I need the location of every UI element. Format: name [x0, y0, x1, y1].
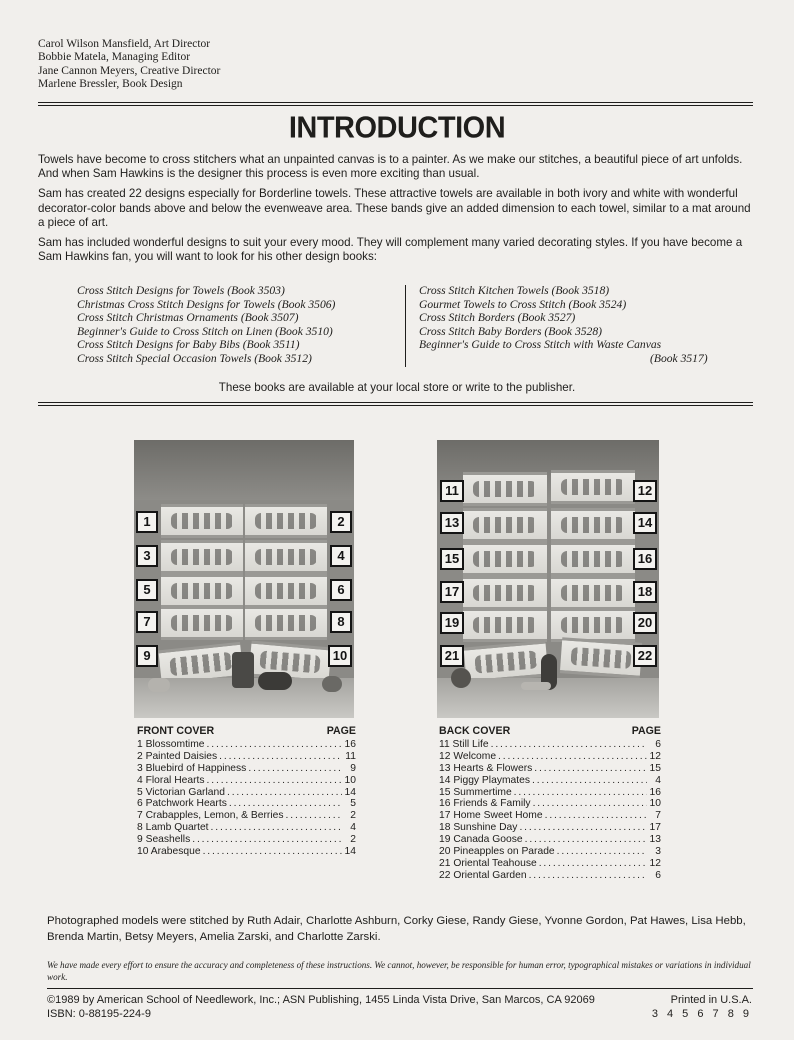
photo-number: 19 [440, 612, 464, 634]
design-name: 12 Welcome [439, 750, 497, 762]
design-name: 9 Seashells [137, 834, 191, 846]
photo-number: 9 [136, 645, 158, 667]
contents-row [439, 846, 661, 858]
availability-note: These books are available at your local store or write to the publisher. [218, 381, 576, 394]
photo-number: 14 [633, 512, 657, 534]
book-title: Cross Stitch Designs for Baby Bibs (Book 3511) [77, 338, 300, 352]
design-name: 17 Home Sweet Home [439, 810, 543, 822]
contents-row [439, 834, 661, 846]
front-cover-photo [134, 440, 354, 718]
contents-row [439, 739, 661, 751]
stitcher-credits: Photographed models were stitched by Ruth Adair, Charlotte Ashburn, Corky Giese, Randy Giese, Yvonne Gordon, Pat Hawes, Lisa Hebb, Brenda Martin, Betsy Meyers, Amelia Zarski, and Charlotte Zarski. [47, 915, 746, 943]
contents-row [439, 763, 661, 775]
contents-row [439, 787, 661, 799]
photo-number: 8 [330, 611, 352, 633]
design-name: 11 Still Life [439, 738, 489, 750]
page-number: 4 [655, 774, 661, 786]
credit-line: Marlene Bressler, Book Design [38, 77, 183, 90]
design-name: 13 Hearts & Flowers [439, 762, 533, 774]
design-name: 15 Summertime [439, 786, 512, 798]
contents-heading: BACK COVER [439, 725, 511, 737]
front-cover-contents [137, 726, 356, 858]
page-number: 10 [649, 798, 661, 810]
copyright: ©1989 by American School of Needlework, Inc.; ASN Publishing, 1455 Linda Vista Drive, San Marcos, CA 92069 [47, 994, 595, 1006]
contents-row [137, 834, 356, 846]
credit-line: Carol Wilson Mansfield, Art Director [38, 38, 211, 50]
design-name: 18 Sunshine Day [439, 822, 518, 834]
design-name: 14 Piggy Playmates [439, 774, 531, 786]
page-number: 2 [350, 834, 356, 846]
contents-row [137, 751, 356, 763]
page-number: 7 [655, 810, 661, 822]
isbn: ISBN: 0-88195-224-9 [47, 1007, 151, 1020]
photo-number: 12 [633, 480, 657, 502]
book-title: Cross Stitch Christmas Ornaments (Book 3507) [77, 311, 299, 325]
contents-row [439, 822, 661, 834]
back-cover-photo [437, 440, 659, 718]
photo-number: 4 [330, 545, 352, 567]
photo-number: 20 [633, 612, 657, 634]
photo-number: 7 [136, 611, 158, 633]
book-title: Cross Stitch Kitchen Towels (Book 3518) [419, 284, 610, 297]
page-number: 13 [649, 834, 661, 846]
page-number: 12 [649, 857, 661, 869]
intro-paragraph: Sam has created 22 designs especially for Borderline towels. These attractive towels are available in both ivory and white with wonderful decorator-color bands above and below the evenweave area. These bands give an added dimension to each towel, similar to a mat around a piece of art. [38, 187, 751, 229]
contents-header [439, 726, 661, 738]
design-name: 6 Patchwork Hearts [137, 798, 227, 810]
design-name: 8 Lamb Quartet [137, 822, 209, 834]
credit-line: Bobbie Matela, Managing Editor [38, 51, 191, 64]
photo-number: 5 [136, 579, 158, 601]
intro-text [38, 153, 756, 270]
photo-number: 17 [440, 581, 464, 603]
contents-row [439, 798, 661, 810]
page-number: 16 [649, 786, 661, 798]
design-name: 7 Crabapples, Lemon, & Berries [137, 810, 284, 822]
book-title: Cross Stitch Designs for Towels (Book 3503) [77, 284, 285, 297]
design-name: 5 Victorian Garland [137, 786, 225, 798]
contents-row [137, 810, 356, 822]
contents-row [137, 775, 356, 787]
design-name: 16 Friends & Family [439, 798, 531, 810]
photo-number: 13 [440, 512, 464, 534]
design-name: 4 Floral Hearts [137, 774, 205, 786]
page-number: 5 [350, 798, 356, 810]
page-number: 2 [350, 810, 356, 822]
staff-credits [38, 38, 220, 91]
intro-paragraph: Sam has included wonderful designs to suit your every mood. They will complement many varied decorating styles. If you have become a Sam Hawkins fan, you will want to look for his other design books: [38, 236, 743, 264]
intro-paragraph: Towels have become to cross stitchers what an unpainted canvas is to a painter. As we make our stitches, a beautiful piece of art unfolds. And when Sam Hawkins is the designer this process is even more exciting than usual. [38, 153, 743, 181]
design-name: 2 Painted Daisies [137, 750, 218, 762]
contents-row [137, 798, 356, 810]
print-codes: 3 4 5 6 7 8 9 [651, 1007, 752, 1020]
photo-number: 2 [330, 511, 352, 533]
photo-number: 21 [440, 645, 464, 667]
photo-number: 22 [633, 645, 657, 667]
page-column-label: PAGE [326, 725, 356, 737]
middle-divider [38, 402, 753, 406]
page-number: 14 [344, 846, 356, 858]
page-number: 16 [344, 738, 356, 750]
design-name: 22 Oriental Garden [439, 869, 527, 881]
photo-number: 10 [328, 645, 352, 667]
footer-divider [47, 988, 753, 989]
top-divider [38, 102, 753, 106]
page-number: 10 [344, 774, 356, 786]
design-name: 10 Arabesque [137, 846, 201, 858]
book-title: Beginner's Guide to Cross Stitch with Waste Canvas [419, 338, 662, 352]
photo-number: 1 [136, 511, 158, 533]
book-list-right [419, 284, 708, 366]
page-number: 14 [344, 786, 356, 798]
page-number: 11 [345, 750, 356, 762]
contents-row [439, 810, 661, 822]
credit-line: Jane Cannon Meyers, Creative Director [38, 64, 221, 77]
printed-in: Printed in U.S.A. [670, 994, 752, 1006]
book-list-left [77, 284, 335, 366]
design-name: 1 Blossomtime [137, 738, 205, 750]
page-number: 6 [655, 738, 661, 750]
contents-row [137, 763, 356, 775]
page-number: 15 [649, 762, 661, 774]
photo-number: 18 [633, 581, 657, 603]
page-column-label: PAGE [631, 725, 661, 737]
contents-row [439, 775, 661, 787]
photo-number: 11 [440, 480, 464, 502]
page-number: 3 [655, 846, 661, 858]
contents-row [439, 870, 661, 882]
contents-row [137, 739, 356, 751]
book-title: Beginner's Guide to Cross Stitch on Linen (Book 3510) [77, 324, 333, 338]
contents-row [137, 846, 356, 858]
book-list-divider [405, 285, 406, 367]
book-title: Cross Stitch Special Occasion Towels (Book 3512) [77, 351, 312, 365]
page-number: 6 [655, 869, 661, 881]
back-cover-contents [439, 726, 661, 882]
photo-number: 16 [633, 548, 657, 570]
book-title: Christmas Cross Stitch Designs for Towels (Book 3506) [77, 297, 336, 311]
photo-number: 3 [136, 545, 158, 567]
contents-row [439, 751, 661, 763]
book-title: Gourmet Towels to Cross Stitch (Book 3524) [419, 297, 627, 311]
contents-header [137, 726, 356, 738]
page-number: 9 [350, 762, 356, 774]
photo-number: 15 [440, 548, 464, 570]
contents-row [137, 822, 356, 834]
book-title-continued: (Book 3517) [650, 351, 708, 365]
page-number: 4 [350, 822, 356, 834]
design-name: 19 Canada Goose [439, 834, 523, 846]
disclaimer: We have made every effort to ensure the accuracy and completeness of these instructions. We cannot, however, be responsible for human error, typographical mistakes or variations in individual work. [47, 960, 751, 982]
design-name: 20 Pineapples on Parade [439, 846, 555, 858]
design-name: 21 Oriental Teahouse [439, 857, 537, 869]
contents-row [137, 787, 356, 799]
book-title: Cross Stitch Baby Borders (Book 3528) [419, 324, 603, 338]
page-title: INTRODUCTION [288, 111, 506, 145]
page-number: 17 [649, 822, 661, 834]
contents-heading: FRONT COVER [137, 725, 215, 737]
page-number: 12 [649, 750, 661, 762]
print-info [652, 994, 752, 1022]
book-title: Cross Stitch Borders (Book 3527) [419, 311, 576, 325]
copyright-block [47, 994, 595, 1022]
contents-row [439, 858, 661, 870]
photo-number: 6 [330, 579, 352, 601]
design-name: 3 Bluebird of Happiness [137, 762, 247, 774]
